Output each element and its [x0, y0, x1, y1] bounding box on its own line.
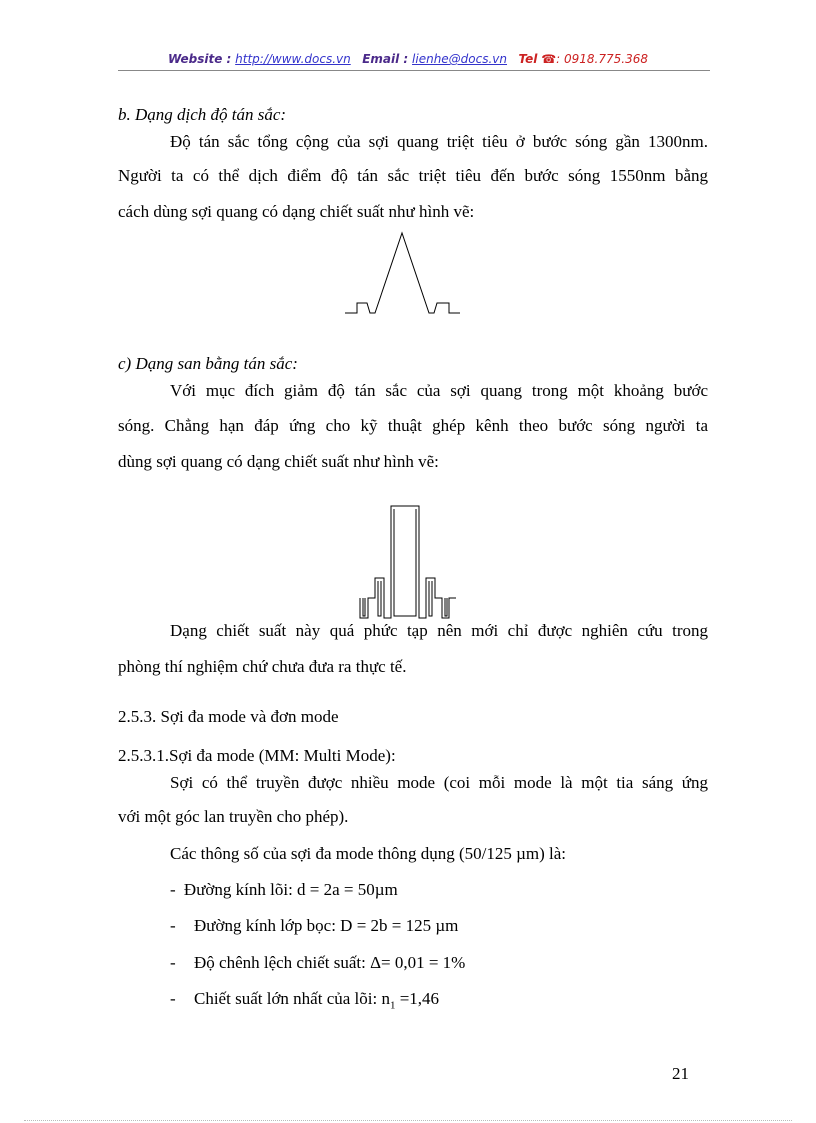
section-2531-heading: 2.5.3.1.Sợi đa mode (MM: Multi Mode):: [118, 746, 396, 765]
list-bullet: -: [170, 880, 176, 899]
list-bullet: -: [170, 953, 176, 972]
section-c-line4: Dạng chiết suất này quá phức tạp nên mới chỉ được nghiên cứu trong: [170, 621, 708, 640]
list-item: [170, 879, 398, 901]
list-bullet: -: [170, 989, 176, 1008]
section-253-heading: 2.5.3. Sợi đa mode và đơn mode: [118, 707, 339, 726]
section-b-line1: Độ tán sắc tổng cộng của sợi quang triệt tiêu ở bước sóng gần 1300nm.: [170, 132, 708, 151]
section-253-line2: với một góc lan truyền cho phép).: [118, 807, 349, 826]
section-c-line3: dùng sợi quang có dạng chiết suất như hình vẽ:: [118, 452, 439, 471]
params-intro: Các thông số của sợi đa mode thông dụng (50/125 µm) là:: [170, 844, 567, 863]
list-item: [170, 952, 466, 974]
tel-value: : 0918.775.368: [556, 52, 648, 66]
page-header: [0, 52, 816, 66]
list-item: [170, 915, 459, 937]
section-b-heading: b. Dạng dịch độ tán sắc:: [118, 105, 287, 124]
phone-icon: ☎: [541, 52, 557, 66]
section-253-line1: Sợi có thể truyền được nhiều mode (coi mỗi mode là một tia sáng ứng: [170, 773, 708, 792]
website-label: Website :: [168, 52, 232, 66]
website-link[interactable]: http://www.docs.vn: [235, 52, 351, 66]
list-item-text: Chiết suất lớn nhất của lõi: n: [194, 989, 390, 1008]
email-link[interactable]: lienhe@docs.vn: [412, 52, 508, 66]
dispersion-flattened-profile-diagram: [355, 500, 465, 630]
section-c-line5: phòng thí nghiệm chứ chưa đưa ra thực tế.: [118, 657, 407, 676]
dispersion-shifted-profile-diagram: [340, 228, 470, 320]
tel-label: Tel: [518, 52, 538, 66]
header-rule: [118, 70, 710, 71]
section-b-line3: cách dùng sợi quang có dạng chiết suất như hình vẽ:: [118, 202, 475, 221]
section-c-line1: Với mục đích giảm độ tán sắc của sợi quang trong một khoảng bước: [170, 381, 708, 400]
list-item-text: Đường kính lõi: d = 2a = 50µm: [183, 880, 398, 899]
section-c-heading: c) Dạng san bằng tán sắc:: [118, 354, 298, 373]
email-label: Email :: [362, 52, 409, 66]
dispersion-flattened-profile-line: [360, 506, 456, 618]
list-item: [170, 988, 440, 1012]
page-number: 21: [672, 1064, 689, 1083]
list-bullet: -: [170, 916, 176, 935]
list-item-tail: =1,46: [395, 989, 440, 1008]
section-c-line2: sóng. Chẳng hạn đáp ứng cho kỹ thuật ghép kênh theo bước sóng người ta: [118, 416, 708, 435]
page-bottom-border: [24, 1120, 792, 1121]
section-b-line2: Người ta có thể dịch điểm độ tán sắc triệt tiêu đến bước sóng 1550nm bằng: [118, 166, 708, 185]
dispersion-shifted-profile-line: [345, 233, 460, 313]
subscript: 1: [389, 999, 396, 1012]
list-item-text: Đường kính lớp bọc: D = 2b = 125 µm: [194, 916, 459, 935]
list-item-text: Độ chênh lệch chiết suất: Δ= 0,01 = 1%: [194, 953, 466, 972]
